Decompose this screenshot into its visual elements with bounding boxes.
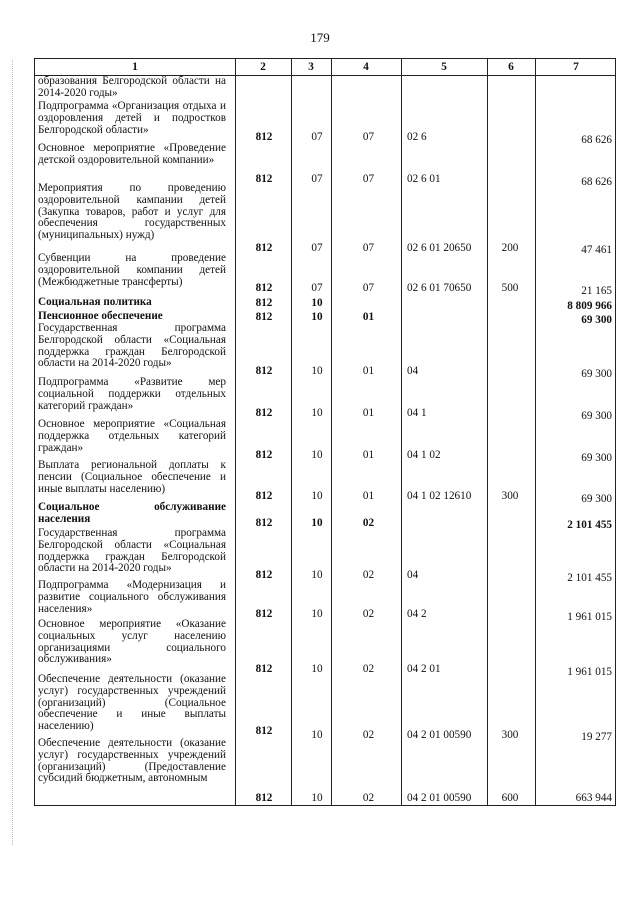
cell-section: 10: [311, 311, 323, 323]
cell-target: 02 6: [407, 131, 427, 143]
cell-amount: 21 165: [581, 285, 612, 297]
cell-amount: 8 809 966: [567, 300, 612, 312]
row-description: Основное мероприятие «Социальная поддержка отдельных категорий граждан»: [38, 418, 226, 454]
column-divider: [291, 59, 292, 805]
row-description: Пенсионное обеспечение: [38, 310, 163, 322]
cell-amount: 2 101 455: [567, 572, 612, 584]
cell-expense-type: 500: [501, 282, 519, 294]
row-description: образования Белгородской области на 2014-2020 годы»: [38, 75, 226, 99]
cell-amount: 69 300: [581, 368, 612, 380]
cell-target: 04 2 01: [407, 663, 441, 675]
cell-target: 04: [407, 569, 419, 581]
cell-section: 07: [311, 242, 323, 254]
cell-code: 812: [255, 311, 273, 323]
column-divider: [331, 59, 332, 805]
header-col-4: 4: [363, 61, 369, 73]
header-col-7: 7: [573, 61, 579, 73]
cell-code: 812: [255, 663, 273, 675]
cell-target: 02 6 01: [407, 173, 441, 185]
cell-section: 07: [311, 131, 323, 143]
cell-expense-type: 300: [501, 490, 519, 502]
row-description: Субвенции на проведение оздоровительной компании детей (Межбюджетные трансферты): [38, 252, 226, 288]
cell-subsection: 01: [362, 365, 375, 377]
cell-subsection: 07: [362, 242, 375, 254]
cell-section: 10: [311, 449, 323, 461]
row-description: Обеспечение деятельности (оказание услуг) государственных учреждений (организаций) (Предоставление субсидий бюджетным, автономным: [38, 737, 226, 785]
header-col-5: 5: [441, 61, 447, 73]
cell-subsection: 01: [362, 490, 375, 502]
cell-section: 10: [311, 729, 323, 741]
row-description: Выплата региональной доплаты к пенсии (Социальное обеспечение и иные выплаты населению): [38, 459, 226, 495]
cell-section: 10: [311, 365, 323, 377]
header-col-6: 6: [508, 61, 514, 73]
cell-target: 02 6 01 70650: [407, 282, 472, 294]
column-divider: [535, 59, 536, 805]
column-divider: [401, 59, 402, 805]
cell-amount: 1 961 015: [567, 666, 612, 678]
header-col-2: 2: [260, 61, 266, 73]
cell-expense-type: 300: [501, 729, 519, 741]
cell-section: 07: [311, 282, 323, 294]
cell-amount: 2 101 455: [567, 519, 612, 531]
cell-subsection: 02: [362, 729, 375, 741]
row-description: Социальное обслуживание населения: [38, 501, 226, 525]
cell-section: 10: [311, 663, 323, 675]
row-description: Подпрограмма «Модернизация и развитие социального обслуживания населения»: [38, 579, 226, 615]
cell-target: 04 1 02 12610: [407, 490, 472, 502]
cell-target: 04 1: [407, 407, 427, 419]
cell-amount: 69 300: [581, 452, 612, 464]
column-divider: [235, 59, 236, 805]
cell-section: 10: [311, 517, 323, 529]
binding-margin-dots: [12, 60, 13, 845]
cell-section: 10: [311, 569, 323, 581]
cell-section: 07: [311, 173, 323, 185]
cell-code: 812: [255, 792, 273, 804]
cell-target: 04 1 02: [407, 449, 441, 461]
cell-code: 812: [255, 569, 273, 581]
cell-code: 812: [255, 407, 273, 419]
cell-target: 04 2 01 00590: [407, 729, 472, 741]
cell-code: 812: [255, 131, 273, 143]
row-description: Основное мероприятие «Проведение детской оздоровительной компании»: [38, 142, 226, 166]
cell-subsection: 01: [362, 407, 375, 419]
cell-amount: 663 944: [575, 792, 612, 804]
budget-table: [34, 58, 616, 806]
row-description: Подпрограмма «Организация отдыха и оздоровления детей и подростков Белгородской области»: [38, 100, 226, 136]
row-description: Социальная политика: [38, 296, 152, 308]
row-description: Государственная программа Белгородской области «Социальная поддержка граждан Белгородской области на 2014-2020 годы»: [38, 527, 226, 575]
cell-subsection: 02: [362, 569, 375, 581]
cell-section: 10: [311, 297, 323, 309]
row-description: Основное мероприятие «Оказание социальных услуг населению организациями социального обслуживания»: [38, 618, 226, 666]
cell-amount: 69 300: [581, 314, 612, 326]
cell-amount: 69 300: [581, 493, 612, 505]
cell-amount: 47 461: [581, 244, 612, 256]
cell-subsection: 02: [362, 608, 375, 620]
cell-subsection: 07: [362, 173, 375, 185]
cell-code: 812: [255, 490, 273, 502]
cell-amount: 19 277: [581, 731, 612, 743]
cell-target: 02 6 01 20650: [407, 242, 472, 254]
cell-subsection: 02: [362, 792, 375, 804]
cell-code: 812: [255, 517, 273, 529]
cell-amount: 68 626: [581, 176, 612, 188]
cell-subsection: 01: [362, 449, 375, 461]
row-description: Подпрограмма «Развитие мер социальной поддержки отдельных категорий граждан»: [38, 376, 226, 412]
header-col-3: 3: [308, 61, 314, 73]
row-description: Мероприятия по проведению оздоровительной кампании детей (Закупка товаров, работ и услуг для обеспечения государственных (муниципальных) нужд): [38, 182, 226, 242]
row-description: Государственная программа Белгородской области «Социальная поддержка граждан Белгородской области на 2014-2020 годы»: [38, 322, 226, 370]
cell-target: 04 2: [407, 608, 427, 620]
cell-amount: 1 961 015: [567, 611, 612, 623]
cell-code: 812: [255, 725, 273, 737]
cell-amount: 68 626: [581, 134, 612, 146]
cell-expense-type: 600: [501, 792, 519, 804]
cell-section: 10: [311, 792, 323, 804]
cell-expense-type: 200: [501, 242, 519, 254]
column-divider: [487, 59, 488, 805]
cell-code: 812: [255, 173, 273, 185]
cell-subsection: 07: [362, 131, 375, 143]
cell-code: 812: [255, 449, 273, 461]
cell-code: 812: [255, 297, 273, 309]
cell-section: 10: [311, 407, 323, 419]
page-number: 179: [310, 30, 330, 45]
cell-subsection: 02: [362, 663, 375, 675]
cell-subsection: 01: [362, 311, 375, 323]
cell-code: 812: [255, 365, 273, 377]
cell-code: 812: [255, 608, 273, 620]
cell-section: 10: [311, 608, 323, 620]
cell-code: 812: [255, 282, 273, 294]
cell-subsection: 02: [362, 517, 375, 529]
row-description: Обеспечение деятельности (оказание услуг) государственных учреждений (организаций) (Социальное обеспечение и иные выплаты населению): [38, 673, 226, 733]
cell-amount: 69 300: [581, 410, 612, 422]
cell-subsection: 07: [362, 282, 375, 294]
cell-target: 04: [407, 365, 419, 377]
cell-target: 04 2 01 00590: [407, 792, 472, 804]
header-col-1: 1: [132, 61, 138, 73]
cell-section: 10: [311, 490, 323, 502]
cell-code: 812: [255, 242, 273, 254]
